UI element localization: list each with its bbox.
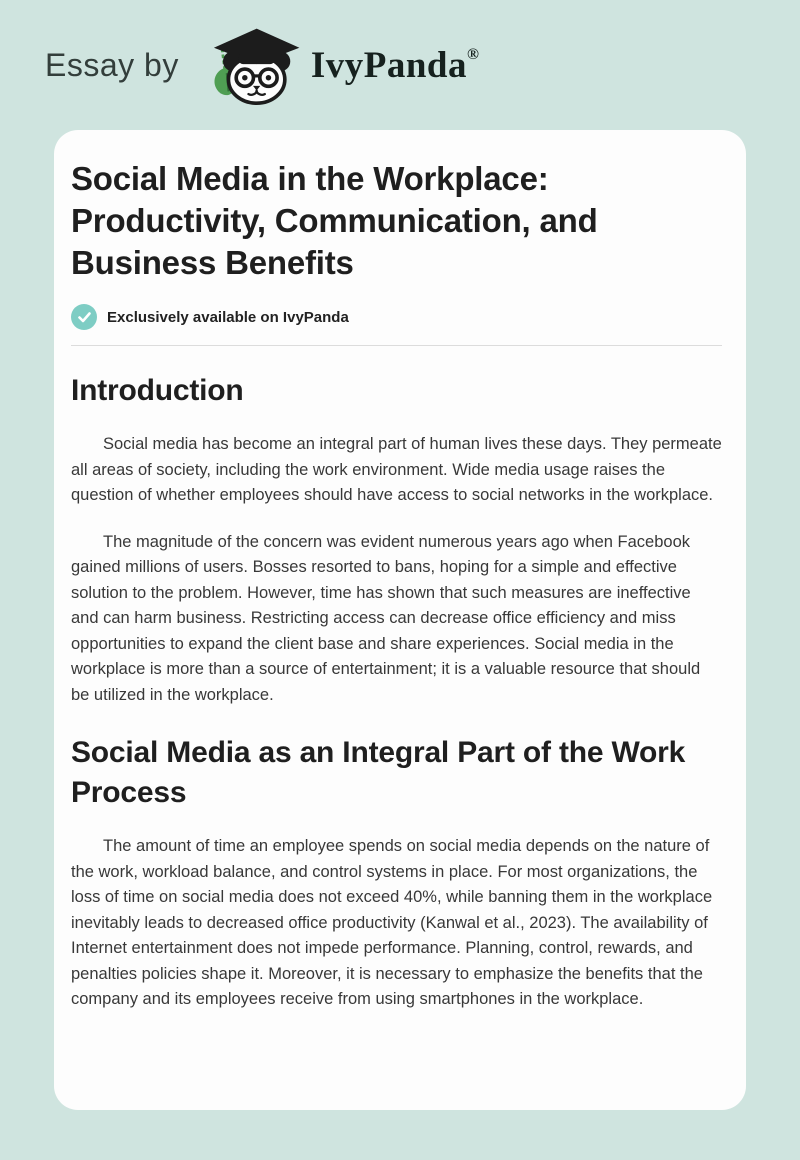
- check-icon: [71, 304, 97, 330]
- section-social-media-work-process: [71, 733, 722, 1013]
- paragraph: Social media has become an integral part of human lives these days. They permeate all areas of society, including the work environment. Wide media usage raises the question of whether employees should have access to social networks in the workplace.: [71, 435, 722, 504]
- panda-graduate-icon: [203, 24, 303, 106]
- availability-badge-label: Exclusively available on IvyPanda: [107, 308, 349, 326]
- site-header: [0, 0, 800, 130]
- brand-name: IvyPanda®: [310, 44, 480, 86]
- paragraph: The amount of time an employee spends on social media depends on the nature of the work, workload balance, and control systems in place. For most organizations, the loss of time on social media does not exceed 40%, while banning them in the workplace inevitably leads to decreased office productivity (Kanwal et al., 2023). The availability of Internet entertainment does not impede performance. Planning, control, rewards, and penalties policies shape it. Moreover, it is necessary to emphasize the benefits that the company and its employees receive from using smartphones in the workplace.: [71, 837, 713, 1008]
- divider: [71, 345, 722, 346]
- section-heading: Introduction: [71, 374, 244, 407]
- section-introduction: [71, 371, 722, 708]
- essay-by-label: Essay by: [45, 46, 179, 83]
- ivypanda-logo: [203, 24, 480, 106]
- essay-card: [54, 130, 746, 1110]
- registered-mark: ®: [466, 45, 480, 63]
- section-heading: Social Media as an Integral Part of the Work Process: [71, 736, 686, 809]
- availability-badge: [71, 304, 722, 330]
- paragraph: The magnitude of the concern was evident numerous years ago when Facebook gained millions of users. Bosses resorted to bans, hoping for a simple and effective solution to the problem. However, time has shown that such measures are ineffective and can harm business. Restricting access can decrease office efficiency and miss opportunities to expand the client base and share experiences. Social media in the workplace is more than a source of entertainment; it is a valuable resource that should be utilized in the workplace.: [71, 532, 701, 704]
- essay-title: Social Media in the Workplace: Productivity, Communication, and Business Benefits: [71, 160, 598, 281]
